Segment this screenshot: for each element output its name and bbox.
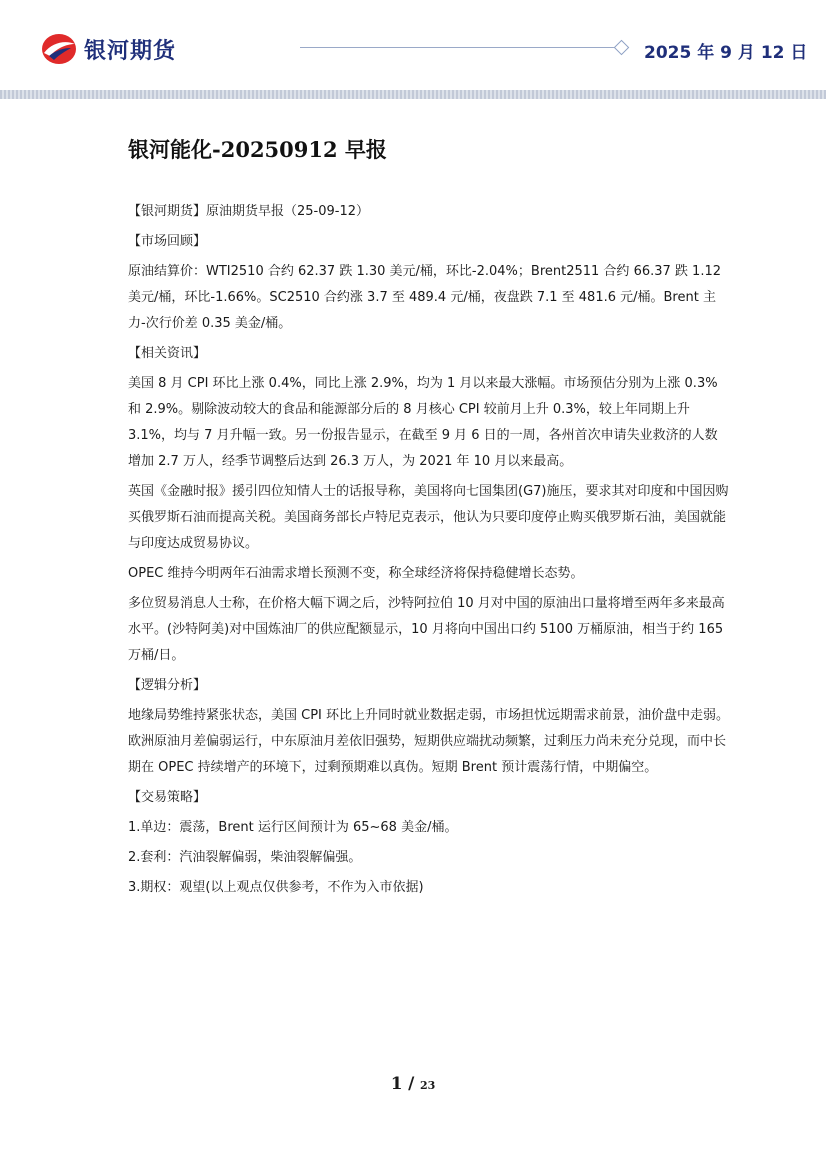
news-paragraph-saudi: 多位贸易消息人士称，在价格大幅下调之后，沙特阿拉伯 10 月对中国的原油出口量将增至两年多来最高水平。(沙特阿美)对中国炼油厂的供应配额显示，10 月将向中国出口约 5100 万桶原油，相当于约 165 万桶/日。 <box>128 596 725 663</box>
page-separator: / <box>408 1074 415 1094</box>
header-rule <box>300 47 616 48</box>
document-title: 银河能化-20250912 早报 <box>128 137 387 162</box>
report-date: 2025 年 9 月 12 日 <box>644 43 808 63</box>
section-heading-market-review: 【市场回顾】 <box>128 234 207 249</box>
section-heading-logic: 【逻辑分析】 <box>128 678 207 693</box>
strategy-arbitrage: 2.套利：汽油裂解偏弱，柴油裂解偏强。 <box>128 850 362 865</box>
logo-text: 银河期货 <box>84 38 177 64</box>
logic-paragraph: 地缘局势维持紧张状态，美国 CPI 环比上升同时就业数据走弱，市场担忧远期需求前景，油价盘中走弱。欧洲原油月差偏弱运行，中东原油月差依旧强势，短期供应端扰动频繁，过剩压力尚未充分兑现，而中长期在 OPEC 持续增产的环境下，过剩预期难以真伪。短期 Brent 预计震荡行情，中期偏空。 <box>128 708 730 775</box>
header-band <box>0 90 826 99</box>
news-paragraph-opec: OPEC 维持今明两年石油需求增长预测不变，称全球经济将保持稳健增长态势。 <box>128 566 584 581</box>
section-heading-strategy: 【交易策略】 <box>128 790 207 805</box>
report-source-line: 【银河期货】原油期货早报（25-09-12） <box>128 204 370 219</box>
strategy-options: 3.期权：观望(以上观点仅供参考，不作为入市依据) <box>128 880 424 895</box>
page-current: 1 <box>390 1074 403 1094</box>
strategy-single-side: 1.单边：震荡，Brent 运行区间预计为 65~68 美金/桶。 <box>128 820 458 835</box>
galaxy-logo-icon <box>40 32 78 66</box>
page-header <box>0 0 826 100</box>
news-paragraph-cpi: 美国 8 月 CPI 环比上涨 0.4%，同比上涨 2.9%，均为 1 月以来最大涨幅。市场预估分别为上涨 0.3%和 2.9%。剔除波动较大的食品和能源部分后的 8 月核心 CPI 较前月上升 0.3%，较上年同期上升 3.1%，均与 7 月升幅一致。另一份报告显示，在截至 9 月 6 日的一周，各州首次申请失业救济的人数增加 2.7 万人，经季节调整后达到 26.3 万人，为 2021 年 10 月以来最高。 <box>128 376 718 469</box>
report-body <box>128 195 730 901</box>
page-number <box>0 1074 826 1094</box>
diamond-icon <box>614 40 630 56</box>
company-logo <box>40 32 176 66</box>
market-review-paragraph: 原油结算价：WTI2510 合约 62.37 跌 1.30 美元/桶，环比-2.04%；Brent2511 合约 66.37 跌 1.12 美元/桶，环比-1.66%。SC2510 合约涨 3.7 至 489.4 元/桶，夜盘跌 7.1 至 481.6 元/桶。Brent 主力-次行价差 0.35 美金/桶。 <box>128 264 721 331</box>
news-paragraph-g7: 英国《金融时报》援引四位知情人士的话报导称，美国将向七国集团(G7)施压，要求其对印度和中国因购买俄罗斯石油而提高关税。美国商务部长卢特尼克表示，他认为只要印度停止购买俄罗斯石油，美国就能与印度达成贸易协议。 <box>128 484 729 551</box>
section-heading-news: 【相关资讯】 <box>128 346 207 361</box>
page-total: 23 <box>419 1079 436 1092</box>
